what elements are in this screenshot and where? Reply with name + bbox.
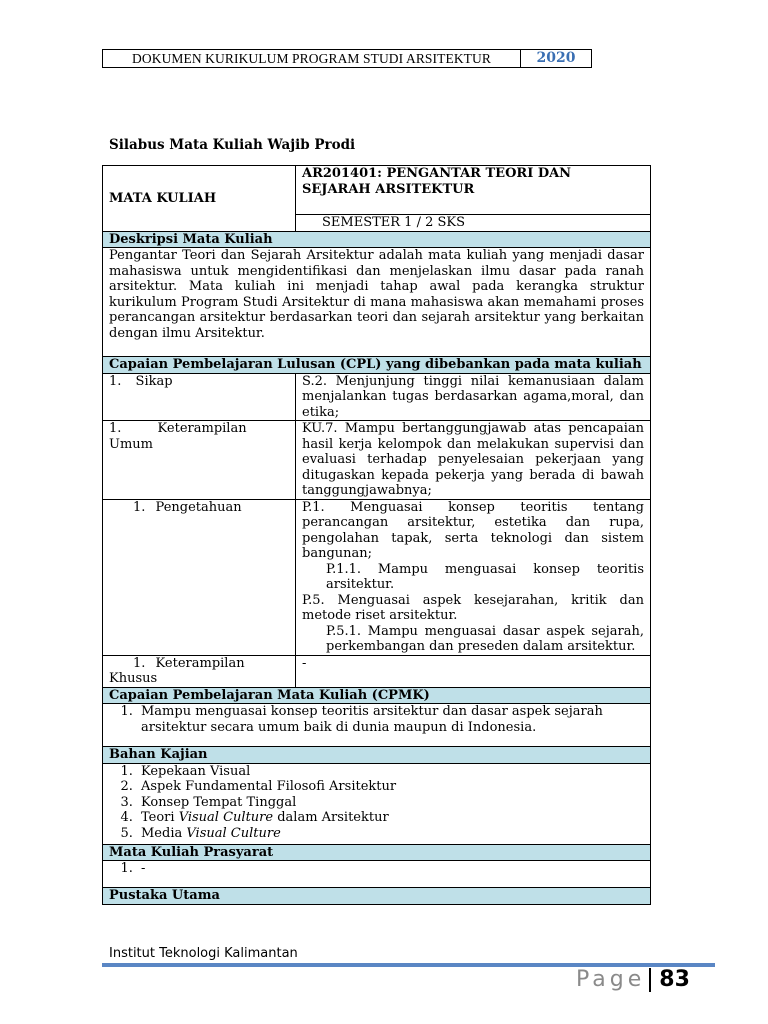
- bahan-kajian-list: [115, 764, 644, 842]
- cpl-row-text: P.5. Menguasai aspek kesejarahan, kritik dan metode riset arsitektur.: [302, 592, 644, 623]
- cpl-row-text: P.1. Menguasai konsep teoritis tentang perancangan arsitektur, estetika dan rupa, pengolahan tapak, serta teknologi dan sistem bangunan;: [302, 499, 644, 561]
- bahan-kajian-item: 5. Media Visual Culture: [137, 826, 644, 842]
- cpl-row-num: 1.: [133, 499, 146, 515]
- prasyarat-item: 1. -: [137, 861, 644, 877]
- bahan-kajian-item: 1. Kepekaan Visual: [137, 764, 644, 780]
- cpl-row-pengetahuan: [103, 499, 651, 655]
- cpl-row-text: S.2. Menjunjung tinggi nilai kemanusiaan dalam menjalankan tugas berdasarkan agama,moral, dan etika;: [296, 373, 651, 421]
- course-label: MATA KULIAH: [103, 166, 296, 232]
- cpl-row-keterampilan-khusus: [103, 655, 651, 687]
- prasyarat-heading: Mata Kuliah Prasyarat: [103, 844, 651, 861]
- description-heading: Deskripsi Mata Kuliah: [103, 231, 651, 248]
- section-title: Silabus Mata Kuliah Wajib Prodi: [109, 137, 356, 153]
- bahan-kajian-heading: Bahan Kajian: [103, 747, 651, 764]
- cpmk-heading: Capaian Pembelajaran Mata Kuliah (CPMK): [103, 687, 651, 704]
- cpl-row-num: 1.: [109, 373, 122, 389]
- bahan-kajian-item: 3. Konsep Tempat Tinggal: [137, 795, 644, 811]
- bahan-kajian-item: 4. Teori Visual Culture dalam Arsitektur: [137, 810, 644, 826]
- description-text: Pengantar Teori dan Sejarah Arsitektur adalah mata kuliah yang menjadi dasar mahasiswa untuk mengidentifikasi dan menjelaskan ilmu dasar pada ranah arsitektur. Mata kuliah ini menjadi tahap awal pada kerangka struktur kurikulum Program Studi Arsitektur di mana mahasiswa akan memahami proses perancangan arsitektur berdasarkan teori dan sejarah arsitektur yang berkaitan dengan ilmu Arsitektur.: [103, 248, 651, 357]
- cpl-row-label: Sikap: [135, 373, 173, 389]
- cpl-row-subtext: P.5.1. Mampu menguasai dasar aspek sejarah, perkembangan dan preseden dalam arsitektur.: [326, 623, 644, 654]
- cpmk-list: [115, 704, 644, 735]
- document-title: DOKUMEN KURIKULUM PROGRAM STUDI ARSITEKTUR: [103, 50, 521, 67]
- page-number-block: [576, 967, 690, 992]
- document-header: [102, 49, 592, 68]
- document-year: 2020: [536, 50, 576, 66]
- footer-institution: Institut Teknologi Kalimantan: [109, 946, 298, 961]
- cpl-heading: Capaian Pembelajaran Lulusan (CPL) yang dibebankan pada mata kuliah: [103, 357, 651, 374]
- course-name: AR201401: PENGANTAR TEORI DAN SEJARAH ARSITEKTUR: [296, 166, 651, 215]
- syllabus-table: [102, 165, 651, 905]
- cpl-row-subtext: P.1.1. Mampu menguasai konsep teoritis arsitektur.: [326, 561, 644, 592]
- cpl-row-label: Pengetahuan: [155, 499, 242, 515]
- course-semester: SEMESTER 1 / 2 SKS: [296, 215, 651, 232]
- cpl-row-label: Keterampilan Umum: [109, 421, 247, 452]
- cpl-row-label: Keterampilan Khusus: [109, 655, 245, 686]
- cpl-row-keterampilan-umum: [103, 421, 651, 500]
- page-separator: [649, 968, 651, 992]
- cpl-row-text: -: [296, 655, 651, 687]
- page-label: Page: [576, 967, 646, 992]
- page-number: 83: [659, 967, 690, 992]
- prasyarat-list: [115, 861, 644, 877]
- cpl-row-sikap: [103, 373, 651, 421]
- cpl-row-text: KU.7. Mampu bertanggungjawab atas pencapaian hasil kerja kelompok dan melakukan supervisi dan evaluasi terhadap penyelesaian pekerjaan yang ditugaskan kepada pekerja yang berada di bawah tanggungjawabnya;: [296, 421, 651, 500]
- cpmk-item: 1. Mampu menguasai konsep teoritis arsitektur dan dasar aspek sejarah arsitektur secara umum baik di dunia maupun di Indonesia.: [137, 704, 644, 735]
- cpl-row-num: 1.: [133, 655, 146, 671]
- cpl-row-num: 1.: [109, 421, 122, 436]
- bahan-kajian-item: 2. Aspek Fundamental Filosofi Arsitektur: [137, 779, 644, 795]
- pustaka-heading: Pustaka Utama: [103, 888, 651, 905]
